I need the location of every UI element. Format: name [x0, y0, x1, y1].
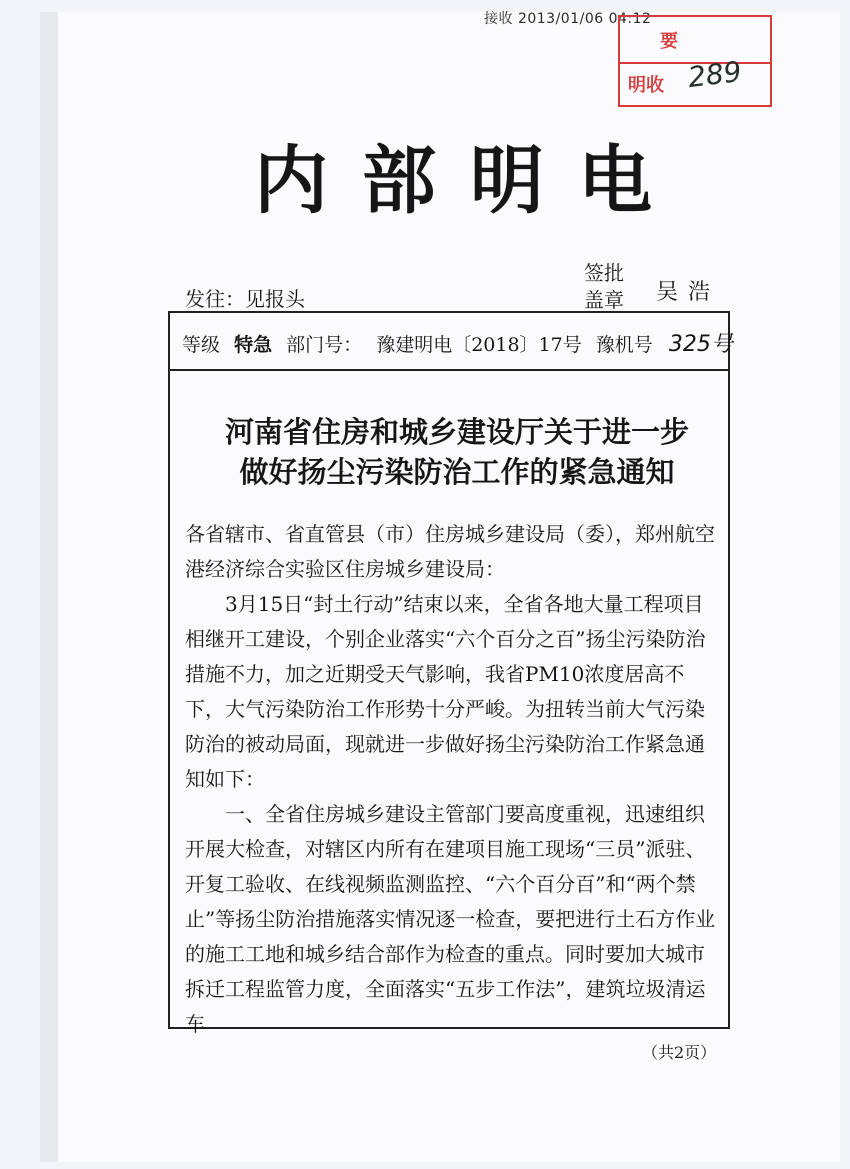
- signer-name: 吴浩: [656, 280, 721, 305]
- message-metadata-line: [170, 313, 733, 371]
- receipt-timestamp: 接收 2013/01/06 04:12: [484, 11, 652, 27]
- document-title-line-1: 河南省住房和城乡建设厅关于进一步: [224, 415, 689, 449]
- signature-label: 签批 盖章: [584, 261, 624, 312]
- document-title-line-2: 做好扬尘污染防治工作的紧急通知: [239, 455, 675, 489]
- handwritten-receipt-number: 289: [686, 54, 744, 95]
- addressee-paragraph: 各省辖市、省直管县（市）住房城乡建设局（委），郑州航空港经济综合实验区住房城乡建设局：: [185, 522, 715, 581]
- official-message-frame: [168, 311, 733, 1036]
- level-label: 等级: [182, 334, 221, 356]
- machine-number: 325号: [668, 332, 733, 357]
- department-number: 豫建明电〔2018〕17号: [376, 334, 582, 356]
- page-count: （共2页）: [642, 1043, 717, 1062]
- stamp-top-text: 要: [660, 31, 678, 52]
- document-header-title: 内部明电: [254, 138, 686, 224]
- document-title: [222, 412, 692, 492]
- machine-label: 豫机号: [595, 334, 653, 356]
- scanned-document-page: [58, 12, 840, 1162]
- stamp-label-text: 明收: [628, 75, 664, 96]
- document-body: [185, 517, 723, 1042]
- department-label: 部门号：: [286, 334, 363, 356]
- body-paragraph-2: 一、全省住房城乡建设主管部门要高度重视，迅速组织开展大检查，对辖区内所有在建项目施工现场“三员”派驻、开复工验收、在线视频监测监控、“六个百分百”和“两个禁止”等扬尘防治措施落实情况逐一检查，要把进行土石方作业的施工工地和城乡结合部作为检查的重点。同时要加大城市拆迁工程监管力度，全面落实“五步工作法”，建筑垃圾清运车: [185, 802, 716, 1036]
- body-paragraph-1: 3月15日“封土行动”结束以来，全省各地大量工程项目相继开工建设，个别企业落实“六个百分之百”扬尘污染防治措施不力，加之近期受天气影响，我省PM10浓度居高不下，大气污染防治工作形势十分严峻。为扭转当前大气污染防治的被动局面，现就进一步做好扬尘污染防治工作紧急通知如下：: [185, 592, 706, 791]
- level-value: 特急: [234, 334, 273, 356]
- send-to-line: 发往：见报头: [185, 287, 305, 311]
